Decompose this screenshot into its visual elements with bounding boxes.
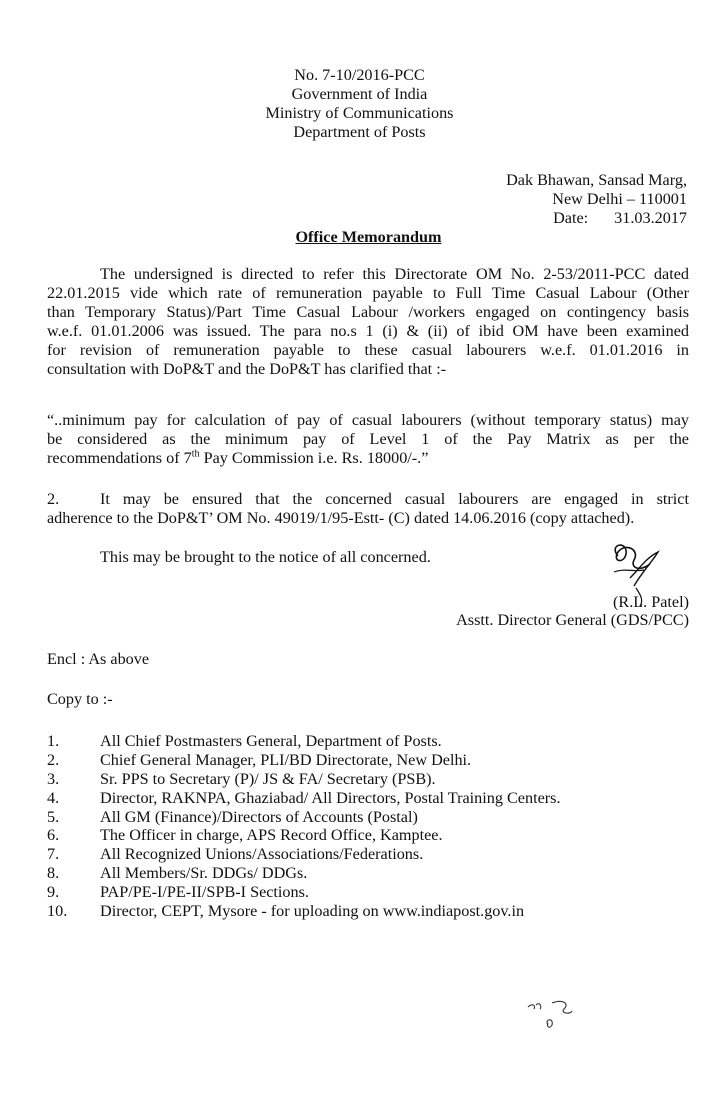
quote-line: “..minimum pay for calculation of pay of casual labourers (without temporary status) may: [47, 411, 689, 429]
list-item: 5. All GM (Finance)/Directors of Accounts (Postal): [47, 807, 418, 826]
distribution-list: [47, 732, 687, 921]
quote-line: be considered as the minimum pay of Level 1 of the Pay Matrix as per the: [47, 430, 689, 448]
paragraph-1-line: than Temporary Status)/Part Time Casual Labour /workers engaged on contingency basis: [47, 303, 689, 321]
list-item: 2. Chief General Manager, PLI/BD Directorate, New Delhi.: [47, 750, 472, 769]
department-name: Department of Posts: [293, 123, 426, 141]
quote-line: recommendations of 7th Pay Commission i.e. Rs. 18000/-.”: [47, 449, 429, 467]
date-value: 31.03.2017: [614, 209, 687, 227]
initials-icon: [520, 995, 590, 1035]
signatory-designation: Asstt. Director General (GDS/PCC): [456, 611, 689, 629]
paragraph-1-line: The undersigned is directed to refer this Directorate OM No. 2-53/2011-PCC dated: [100, 265, 689, 283]
ministry-name: Ministry of Communications: [265, 104, 454, 122]
paragraph-2-line: adherence to the DoP&T’ OM No. 49019/1/95-Estt- (C) dated 14.06.2016 (copy attached).: [47, 509, 635, 527]
paragraph-2: [47, 490, 689, 528]
letterhead: [0, 66, 719, 142]
paragraph-2-line: It may be ensured that the concerned casual labourers are engaged in strict: [100, 490, 689, 508]
quoted-clarification: [47, 411, 689, 468]
government-name: Government of India: [291, 85, 428, 103]
date-row: [467, 209, 687, 228]
paragraph-1: [47, 265, 689, 379]
address-line-1: Dak Bhawan, Sansad Marg,: [506, 171, 687, 189]
superscript: th: [191, 449, 200, 460]
paragraph-1-line: 22.01.2015 vide which rate of remuneration payable to Full Time Casual Labour (Other: [47, 284, 689, 302]
memo-title: Office Memorandum: [295, 228, 442, 246]
reference-number: No. 7-10/2016-PCC: [294, 66, 425, 84]
list-item: 1. All Chief Postmasters General, Department of Posts.: [47, 732, 442, 750]
paragraph-1-line: for revision of remuneration payable to these casual labourers w.e.f. 01.01.2016 in: [47, 341, 689, 359]
notice-line: This may be brought to the notice of all concerned.: [100, 548, 431, 566]
address-line-2: New Delhi – 110001: [552, 190, 687, 208]
list-item: 7. All Recognized Unions/Associations/Federations.: [47, 845, 424, 864]
paragraph-1-line: w.e.f. 01.01.2006 was issued. The para no.s 1 (i) & (ii) of ibid OM have been examined: [47, 322, 689, 340]
list-item: 9. PAP/PE-I/PE-II/SPB-I Sections.: [47, 883, 309, 902]
list-item: 4. Director, RAKNPA, Ghaziabad/ All Directors, Postal Training Centers.: [47, 788, 561, 807]
date-label: Date:: [553, 209, 589, 227]
list-item: 6. The Officer in charge, APS Record Office, Kamptee.: [47, 826, 443, 845]
list-item: 3. Sr. PPS to Secretary (P)/ JS & FA/ Secretary (PSB).: [47, 769, 436, 788]
enclosure-note: Encl : As above: [47, 650, 150, 668]
copy-to-heading: Copy to :-: [47, 690, 113, 708]
signatory-name: (R.L. Patel): [613, 593, 689, 611]
list-item: 8. All Members/Sr. DDGs/ DDGs.: [47, 864, 308, 883]
list-item: 10. Director, CEPT, Mysore - for uploading on www.indiapost.gov.in: [47, 902, 525, 921]
paragraph-1-line: consultation with DoP&T and the DoP&T has clarified that :-: [47, 360, 447, 378]
paragraph-number: 2.: [47, 490, 60, 508]
address-block: [467, 171, 687, 228]
